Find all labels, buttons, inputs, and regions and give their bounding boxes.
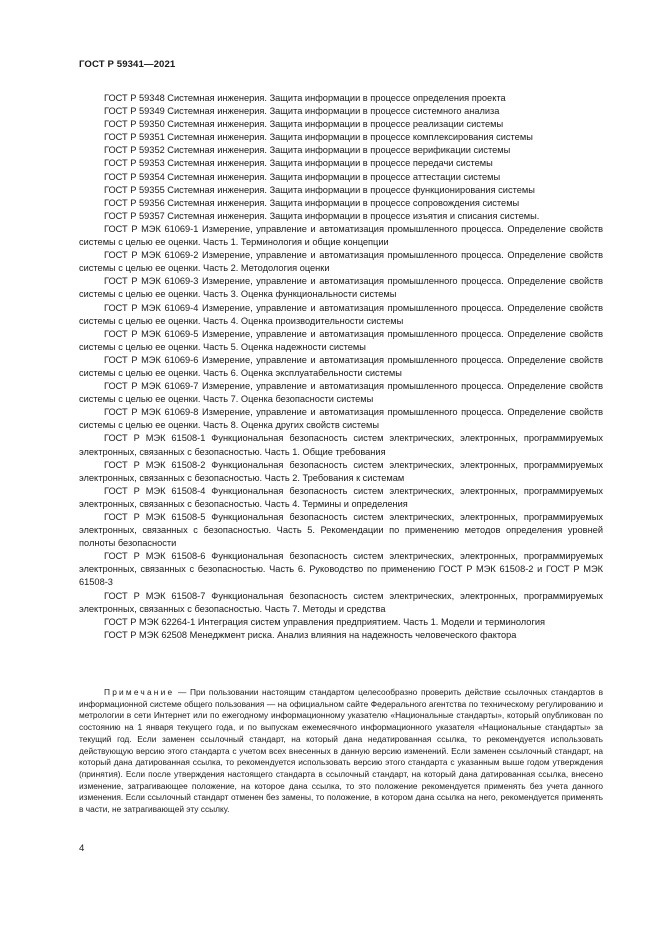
reference-item: ГОСТ Р МЭК 61069-2 Измерение, управление и автоматизация промышленного процесса. Определение свойств системы с целью ее оценки. Часть 2. Методология оценки bbox=[79, 250, 603, 274]
note-paragraph bbox=[79, 687, 603, 816]
note-text: — При пользовании настоящим стандартом целесообразно проверить действие ссылочных стандартов в информационной системе общего пользования — на официальном сайте Федерального агентства по техническому регулированию и метрологии в сети Интернет или по ежегодному информационному указателю «Национальные стандарты», который опубликован по состоянию на 1 января текущего года, и по выпускам ежемесячного информационного указателя «Национальные стандарты» за текущий год. Если заменен ссылочный стандарт, на который дана недатированная ссылка, то рекомендуется использовать действующую версию этого стандарта с учетом всех внесенных в данную версию изменений. Если заменен ссылочный стандарт, на который дана датированная ссылка, то рекомендуется использовать версию этого стандарта с указанным выше годом утверждения (принятия). Если после утверждения настоящего стандарта в ссылочный стандарт, на который дана датированная ссылка, внесено изменение, затрагивающее положение, на которое дана ссылка, то это положение рекомендуется применять без учета данного изменения. Если ссылочный стандарт отменен без замены, то положение, в котором дана ссылка на него, рекомендуется применять в части, не затрагивающей эту ссылку. bbox=[79, 687, 603, 815]
references-list bbox=[79, 92, 603, 642]
reference-item: ГОСТ Р МЭК 61508-5 Функциональная безопасность систем электрических, электронных, программируемых электронных, связанных с безопасностью. Часть 5. Рекомендации по применению методов определения уровней полноты безопасности bbox=[79, 512, 603, 549]
reference-item: ГОСТ Р МЭК 61069-7 Измерение, управление и автоматизация промышленного процесса. Определение свойств системы с целью ее оценки. Часть 7. Оценка безопасности системы bbox=[79, 381, 603, 405]
reference-item: ГОСТ Р МЭК 61069-8 Измерение, управление и автоматизация промышленного процесса. Определение свойств системы с целью ее оценки. Часть 8. Оценка других свойств системы bbox=[79, 407, 603, 431]
reference-item: ГОСТ Р 59355 Системная инженерия. Защита информации в процессе функционирования системы bbox=[104, 184, 535, 195]
reference-item: ГОСТ Р 59350 Системная инженерия. Защита информации в процессе реализации системы bbox=[104, 119, 504, 130]
reference-item: ГОСТ Р МЭК 61508-6 Функциональная безопасность систем электрических, электронных, программируемых электронных, связанных с безопасностью. Часть 6. Руководство по применению ГОСТ Р МЭК 61508-2 и ГОСТ Р МЭК 61508-3 bbox=[79, 551, 603, 588]
reference-item: ГОСТ Р 59354 Системная инженерия. Защита информации в процессе аттестации системы bbox=[104, 171, 501, 182]
reference-item: ГОСТ Р МЭК 61508-1 Функциональная безопасность систем электрических, электронных, программируемых электронных, связанных с безопасностью. Часть 1. Общие требования bbox=[79, 433, 603, 457]
reference-item: ГОСТ Р МЭК 62508 Менеджмент риска. Анализ влияния на надежность человеческого фактора bbox=[104, 629, 517, 640]
page-number: 4 bbox=[79, 843, 85, 854]
reference-item: ГОСТ Р МЭК 62264-1 Интеграция систем управления предприятием. Часть 1. Модели и терминология bbox=[104, 616, 545, 627]
reference-item: ГОСТ Р МЭК 61069-1 Измерение, управление и автоматизация промышленного процесса. Определение свойств системы с целью ее оценки. Часть 1. Терминология и общие концепции bbox=[79, 223, 603, 248]
reference-item: ГОСТ Р МЭК 61508-4 Функциональная безопасность систем электрических, электронных, программируемых электронных, связанных с безопасностью. Часть 4. Термины и определения bbox=[79, 485, 603, 509]
reference-item: ГОСТ Р 59349 Системная инженерия. Защита информации в процессе системного анализа bbox=[104, 106, 500, 117]
reference-item: ГОСТ Р МЭК 61069-4 Измерение, управление и автоматизация промышленного процесса. Определение свойств системы с целью ее оценки. Часть 4. Оценка производительности системы bbox=[79, 302, 603, 326]
reference-item: ГОСТ Р МЭК 61069-3 Измерение, управление и автоматизация промышленного процесса. Определение свойств системы с целью ее оценки. Часть 3. Оценка функциональности системы bbox=[79, 276, 603, 300]
reference-item: ГОСТ Р МЭК 61508-7 Функциональная безопасность систем электрических, электронных, программируемых электронных, связанных с безопасностью. Часть 7. Методы и средства bbox=[79, 590, 603, 614]
reference-item: ГОСТ Р 59356 Системная инженерия. Защита информации в процессе сопровождения системы bbox=[104, 197, 520, 208]
reference-item: ГОСТ Р 59357 Системная инженерия. Защита информации в процессе изъятия и списания системы. bbox=[104, 210, 540, 221]
reference-item: ГОСТ Р 59352 Системная инженерия. Защита информации в процессе верификации системы bbox=[104, 145, 511, 156]
reference-item: ГОСТ Р 59348 Системная инженерия. Защита информации в процессе определения проекта bbox=[104, 93, 506, 103]
reference-item: ГОСТ Р МЭК 61508-2 Функциональная безопасность систем электрических, электронных, программируемых электронных, связанных с безопасностью. Часть 2. Требования к системам bbox=[79, 459, 603, 483]
document-header: ГОСТ Р 59341—2021 bbox=[79, 59, 176, 70]
reference-item: ГОСТ Р МЭК 61069-6 Измерение, управление и автоматизация промышленного процесса. Определение свойств системы с целью ее оценки. Часть 6. Оценка эксплуатабельности системы bbox=[79, 354, 603, 378]
reference-item: ГОСТ Р 59353 Системная инженерия. Защита информации в процессе передачи системы bbox=[104, 158, 493, 169]
reference-item: ГОСТ Р МЭК 61069-5 Измерение, управление и автоматизация промышленного процесса. Определение свойств системы с целью ее оценки. Часть 5. Оценка надежности системы bbox=[79, 328, 603, 352]
note-label: Примечание bbox=[104, 687, 175, 697]
reference-item: ГОСТ Р 59351 Системная инженерия. Защита информации в процессе комплексирования системы bbox=[104, 132, 533, 143]
